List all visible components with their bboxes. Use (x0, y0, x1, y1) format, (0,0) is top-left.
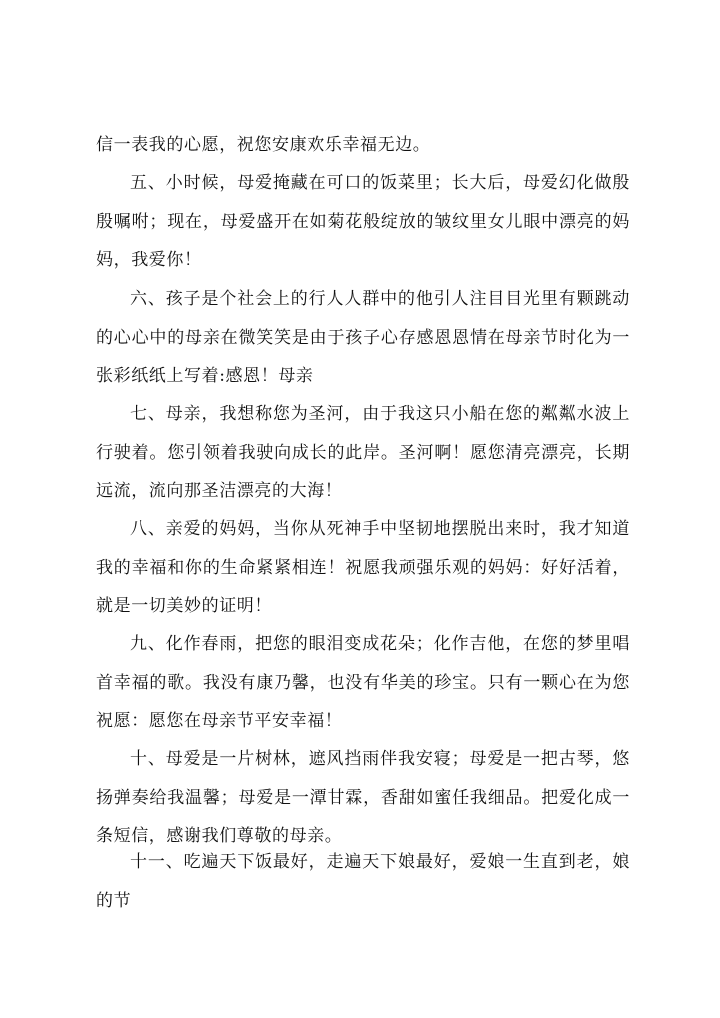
paragraph-eight: 八、亲爱的妈妈，当你从死神手中坚韧地摆脱出来时，我才知道我的幸福和你的生命紧紧相连！祝愿我顽强乐观的妈妈：好好活着，就是一切美妙的证明！ (96, 519, 630, 616)
paragraph-seven: 七、母亲，我想称您为圣河，由于我这只小船在您的粼粼水波上行驶着。您引领着我驶向成长的此岸。圣河啊！愿您清亮漂亮，长期远流，流向那圣洁漂亮的大海！ (96, 404, 630, 501)
paragraph-eleven: 十一、吃遍天下饭最好，走遍天下娘最好，爱娘一生直到老，娘的节 (96, 852, 630, 911)
paragraph-ten: 十、母爱是一片树林，遮风挡雨伴我安寝；母爱是一把古琴，悠扬弹奏给我温馨；母爱是一潭甘霖，香甜如蜜任我细品。把爱化成一条短信，感谢我们尊敬的母亲。 (96, 749, 630, 846)
paragraph-nine: 九、化作春雨，把您的眼泪变成花朵；化作吉他，在您的梦里唱首幸福的歌。我没有康乃馨，也没有华美的珍宝。只有一颗心在为您祝愿：愿您在母亲节平安幸福！ (96, 634, 630, 731)
paragraph-six: 六、孩子是个社会上的行人人群中的他引人注目目光里有颗跳动的心心中的母亲在微笑笑是由于孩子心存感恩恩情在母亲节时化为一张彩纸纸上写着:感恩！母亲 (96, 289, 630, 386)
paragraph-five: 五、小时候，母爱掩藏在可口的饭菜里；长大后，母爱幻化做殷殷嘱咐；现在，母爱盛开在如菊花般绽放的皱纹里女儿眼中漂亮的妈妈，我爱你！ (96, 173, 630, 270)
paragraph-continuation: 信一表我的心愿，祝您安康欢乐幸福无边。 (96, 135, 431, 155)
